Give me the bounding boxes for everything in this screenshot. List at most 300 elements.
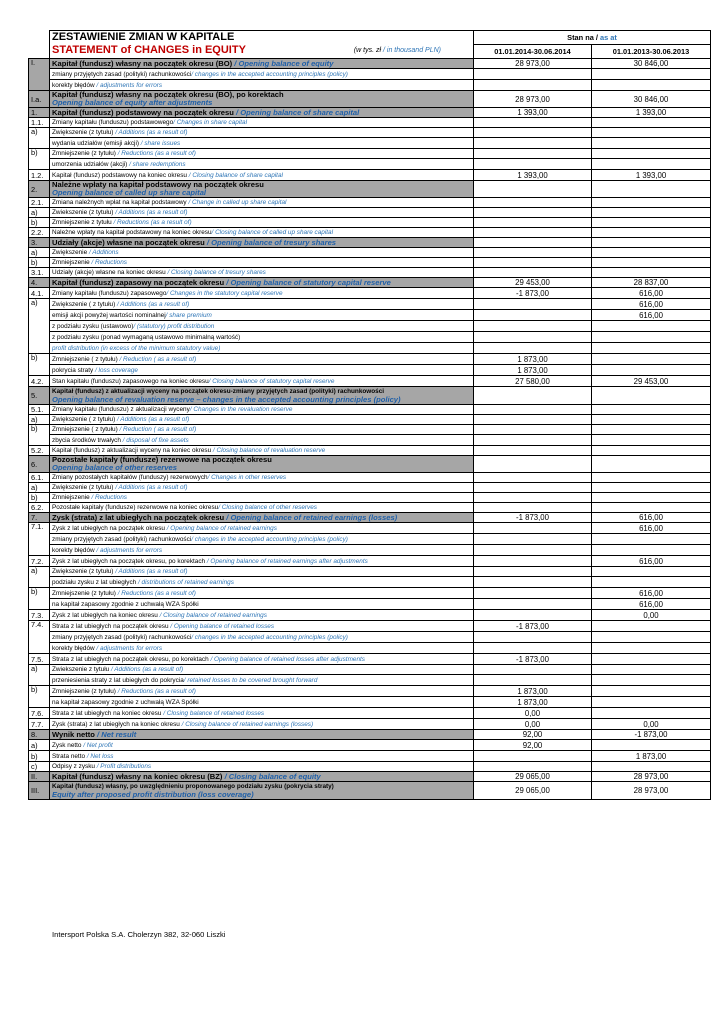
row-description bbox=[50, 610, 474, 621]
row-number: 1.2. bbox=[29, 170, 50, 181]
row-label-pl: Zysk (strata) z lat ubiegłych na początek okresu bbox=[52, 513, 225, 522]
row-label-en: / Additions bbox=[87, 249, 119, 256]
row-label-en: / Additions (as a result of) bbox=[113, 129, 188, 136]
row-description bbox=[50, 534, 474, 545]
value-2013 bbox=[592, 405, 711, 415]
value-2014 bbox=[474, 343, 592, 354]
row-label-en: / Additions (as a result of) bbox=[115, 416, 190, 423]
row-description bbox=[50, 719, 474, 730]
value-2013 bbox=[592, 697, 711, 708]
row-description bbox=[50, 493, 474, 503]
value-2014 bbox=[474, 643, 592, 654]
row-description bbox=[50, 654, 474, 665]
table-row bbox=[29, 545, 711, 556]
value-2014 bbox=[474, 545, 592, 556]
table-row bbox=[29, 473, 711, 483]
period-1-header: 01.01.2014-30.06.2014 bbox=[474, 45, 592, 59]
row-label-en: / retained losses to be covered brought forward bbox=[183, 676, 318, 684]
row-label-en: / Net result bbox=[94, 730, 137, 739]
row-description bbox=[50, 181, 474, 198]
row-label-pl: Zmiany kapitału (funduszu) z aktualizacji wyceny bbox=[52, 406, 190, 413]
table-row bbox=[29, 149, 711, 159]
value-2014: 1 393,00 bbox=[474, 170, 592, 181]
row-label-en: / Reductions (as a result of) bbox=[115, 150, 196, 157]
row-description bbox=[50, 513, 474, 523]
value-2014 bbox=[474, 248, 592, 258]
row-number: 4.1. bbox=[29, 288, 50, 299]
row-description bbox=[50, 268, 474, 278]
row-description bbox=[50, 288, 474, 299]
row-label-pl: Strata netto bbox=[52, 752, 86, 760]
row-description bbox=[50, 258, 474, 268]
row-label-pl: Zmiany pozostałych kapitałów (funduszy) rezerwowych bbox=[52, 474, 208, 481]
value-2014 bbox=[474, 299, 592, 310]
row-description bbox=[50, 332, 474, 343]
value-2013 bbox=[592, 534, 711, 545]
row-label-pl: Kapitał (fundusz) podstawowy na początek okresu bbox=[52, 108, 234, 117]
value-2014: -1 873,00 bbox=[474, 288, 592, 299]
row-description bbox=[50, 567, 474, 577]
row-label-en: / adjustments for errors bbox=[94, 81, 163, 89]
row-description bbox=[50, 456, 474, 473]
table-row bbox=[29, 483, 711, 493]
row-label-pl: Kapitał (fundusz) z aktualizacji wyceny na początek okresu-zmiany przyjętych zasad (polityki) rachunkowości bbox=[52, 388, 385, 395]
value-2014 bbox=[474, 128, 592, 138]
value-2013: 29 453,00 bbox=[592, 376, 711, 387]
row-label-pl: Kapitał (fundusz) z aktualizacji wyceny na koniec okresu bbox=[52, 447, 212, 454]
table-row bbox=[29, 675, 711, 686]
row-label-en: / Changes in other reserves bbox=[207, 474, 287, 481]
row-number: a) bbox=[29, 483, 50, 493]
as-at-en: as at bbox=[600, 33, 617, 42]
value-2014 bbox=[474, 599, 592, 610]
table-row bbox=[29, 719, 711, 730]
row-number: b) bbox=[29, 354, 50, 376]
row-number: b) bbox=[29, 493, 50, 503]
row-description bbox=[50, 69, 474, 80]
table-row bbox=[29, 170, 711, 181]
table-row bbox=[29, 258, 711, 268]
row-description bbox=[50, 299, 474, 310]
row-label-pl: Zmniejszenie bbox=[52, 259, 90, 266]
row-number: 6.2. bbox=[29, 503, 50, 513]
row-description bbox=[50, 503, 474, 513]
row-description bbox=[50, 80, 474, 91]
row-label-pl: Kapitał (fundusz) zapasowy na początek okresu bbox=[52, 278, 225, 287]
row-label-en: / Closing balance of statutory capital reserve bbox=[208, 377, 335, 385]
row-number: a) bbox=[29, 208, 50, 218]
value-2014 bbox=[474, 332, 592, 343]
title-pl-text: ZESTAWIENIE ZMIAN W KAPITALE bbox=[52, 30, 235, 43]
row-number: c) bbox=[29, 762, 50, 772]
row-number: a) bbox=[29, 665, 50, 686]
row-label-en: Opening balance of other reserves bbox=[52, 463, 177, 472]
row-description bbox=[50, 730, 474, 740]
row-label-en: Equity after proposed profit distribution (loss coverage) bbox=[52, 790, 254, 799]
row-label-pl: Zmniejszenie (z tytułu) bbox=[52, 150, 116, 157]
table-row bbox=[29, 208, 711, 218]
value-2014 bbox=[474, 632, 592, 643]
value-2014: 92,00 bbox=[474, 730, 592, 740]
row-description bbox=[50, 588, 474, 599]
value-2013: 616,00 bbox=[592, 310, 711, 321]
row-description bbox=[50, 556, 474, 567]
table-row bbox=[29, 665, 711, 675]
value-2013 bbox=[592, 365, 711, 376]
row-label-en: / Profit distributions bbox=[94, 763, 152, 770]
row-description bbox=[50, 405, 474, 415]
value-2014 bbox=[474, 751, 592, 762]
value-2013 bbox=[592, 762, 711, 772]
row-description bbox=[50, 446, 474, 456]
row-number: 1.1. bbox=[29, 118, 50, 128]
row-number: 7.5. bbox=[29, 654, 50, 665]
row-number: a) bbox=[29, 567, 50, 588]
row-number: 7.4. bbox=[29, 621, 50, 654]
row-label-en: / Reduction ( as a result of) bbox=[117, 426, 197, 433]
row-label-pl: Zwiększenie (z tytułu) bbox=[52, 484, 114, 491]
value-2014: -1 873,00 bbox=[474, 513, 592, 523]
value-2014 bbox=[474, 198, 592, 208]
row-number: b) bbox=[29, 258, 50, 268]
value-2013 bbox=[592, 473, 711, 483]
row-label-en: / Opening balance of tresury shares bbox=[204, 238, 337, 247]
as-at-pl: Stan na / bbox=[567, 33, 600, 42]
table-row bbox=[29, 159, 711, 170]
value-2014 bbox=[474, 258, 592, 268]
table-row bbox=[29, 288, 711, 299]
value-2013 bbox=[592, 181, 711, 198]
row-label-en: / Reduction ( as a result of) bbox=[117, 355, 197, 363]
row-number: a) bbox=[29, 299, 50, 354]
table-row bbox=[29, 248, 711, 258]
row-label-en: / adjustments for errors bbox=[94, 644, 163, 652]
table-row bbox=[29, 108, 711, 118]
value-2013: 616,00 bbox=[592, 599, 711, 610]
row-number: b) bbox=[29, 751, 50, 762]
row-label-en: / Additions (as a result of) bbox=[115, 300, 190, 308]
row-number: 1. bbox=[29, 108, 50, 118]
row-label-en: / Reductions (as a result of) bbox=[115, 589, 196, 597]
row-label-pl: Zwiększenie bbox=[52, 249, 88, 256]
row-description bbox=[50, 118, 474, 128]
row-number: 2.2. bbox=[29, 228, 50, 238]
title-en bbox=[50, 45, 474, 59]
value-2013: 616,00 bbox=[592, 588, 711, 599]
value-2014 bbox=[474, 415, 592, 425]
value-2013 bbox=[592, 665, 711, 675]
table-row bbox=[29, 415, 711, 425]
row-description bbox=[50, 149, 474, 159]
row-label-pl: na kapitał zapasowy zgodnie z uchwałą WZA Spółki bbox=[52, 600, 199, 608]
value-2013 bbox=[592, 456, 711, 473]
table-row bbox=[29, 354, 711, 365]
value-2013: 616,00 bbox=[592, 556, 711, 567]
value-2014: 29 065,00 bbox=[474, 782, 592, 800]
row-label-pl: zmiany przyjętych zasad (polityki) rachunkowości bbox=[52, 633, 192, 641]
value-2013 bbox=[592, 493, 711, 503]
value-2013 bbox=[592, 503, 711, 513]
value-2013 bbox=[592, 69, 711, 80]
row-number: b) bbox=[29, 588, 50, 610]
row-description bbox=[50, 198, 474, 208]
value-2013 bbox=[592, 675, 711, 686]
value-2013 bbox=[592, 218, 711, 228]
row-label-en: / Reductions (as a result of) bbox=[111, 219, 192, 226]
row-label-pl: Kapitał (fundusz) własny na początek okresu (BO) bbox=[52, 59, 233, 68]
table-row bbox=[29, 268, 711, 278]
row-description bbox=[50, 59, 474, 69]
value-2014 bbox=[474, 405, 592, 415]
value-2014 bbox=[474, 588, 592, 599]
row-label-en: / Closing balance of share capital bbox=[187, 171, 283, 179]
row-description bbox=[50, 108, 474, 118]
row-label-pl: Zmniejszenie bbox=[52, 494, 90, 501]
row-label-pl: Zmniejszenie z tytułu bbox=[52, 219, 112, 226]
row-number: 4.2. bbox=[29, 376, 50, 387]
value-2014 bbox=[474, 149, 592, 159]
row-label-pl: Zysk z lat ubiegłych na koniec okresu bbox=[52, 611, 158, 619]
value-2014 bbox=[474, 310, 592, 321]
value-2013 bbox=[592, 354, 711, 365]
row-number: I.a. bbox=[29, 91, 50, 108]
value-2013 bbox=[592, 708, 711, 719]
value-2013 bbox=[592, 483, 711, 493]
row-description bbox=[50, 621, 474, 632]
row-label-pl: Zwiększenie ( z tytułu) bbox=[52, 416, 116, 423]
table-row bbox=[29, 621, 711, 632]
value-2013 bbox=[592, 248, 711, 258]
value-2014 bbox=[474, 493, 592, 503]
value-2014: 1 873,00 bbox=[474, 686, 592, 697]
row-number: II. bbox=[29, 772, 50, 782]
row-label-pl: Kapitał (fundusz) własny na koniec okresu (BZ) bbox=[52, 772, 223, 781]
row-number: 4. bbox=[29, 278, 50, 288]
row-description bbox=[50, 248, 474, 258]
table-row bbox=[29, 567, 711, 577]
value-2013: 1 873,00 bbox=[592, 751, 711, 762]
row-label-pl: Odpisy z zysku bbox=[52, 763, 95, 770]
table-row bbox=[29, 198, 711, 208]
row-label-en: / Closing balance of equity bbox=[222, 772, 321, 781]
row-label-pl: umorzenia udziałów (akcji) bbox=[52, 160, 128, 168]
value-2013 bbox=[592, 632, 711, 643]
row-label-pl: Kapitał (fundusz) własny, po uwzględnieniu proponowanego podziału zysku (pokrycia straty) bbox=[52, 783, 334, 790]
row-label-pl: Stan kapitału (funduszu) zapasowego na koniec okresu bbox=[52, 377, 209, 385]
period-2-header: 01.01.2013-30.06.2013 bbox=[592, 45, 711, 59]
row-label-en: / Closing balance of other reserves bbox=[218, 504, 318, 511]
row-number: 7.1. bbox=[29, 523, 50, 556]
value-2014 bbox=[474, 446, 592, 456]
value-2014 bbox=[474, 321, 592, 332]
value-2014 bbox=[474, 503, 592, 513]
unit-note: (w tys. zł / in thousand PLN) bbox=[353, 47, 441, 55]
value-2014 bbox=[474, 228, 592, 238]
value-2013 bbox=[592, 686, 711, 697]
row-number: b) bbox=[29, 686, 50, 708]
row-number: a) bbox=[29, 740, 50, 751]
row-description bbox=[50, 376, 474, 387]
value-2013: 1 393,00 bbox=[592, 170, 711, 181]
row-number: b) bbox=[29, 218, 50, 228]
value-2014 bbox=[474, 268, 592, 278]
table-row bbox=[29, 740, 711, 751]
row-label-pl: Zwiekszenie z tytułu bbox=[52, 666, 110, 673]
row-description bbox=[50, 208, 474, 218]
row-number: 7.3. bbox=[29, 610, 50, 621]
value-2014 bbox=[474, 675, 592, 686]
row-description bbox=[50, 365, 474, 376]
value-2013: 30 846,00 bbox=[592, 91, 711, 108]
value-2014: 1 873,00 bbox=[474, 354, 592, 365]
value-2013: 28 837,00 bbox=[592, 278, 711, 288]
row-label-en: / Closing balance of retained losses bbox=[161, 709, 265, 717]
value-2013 bbox=[592, 208, 711, 218]
row-label-en: / Opening balance of share capital bbox=[233, 108, 360, 117]
row-number: 5.1. bbox=[29, 405, 50, 415]
row-label-pl: na kapitał zapasowy zgodnie z uchwałą WZA Spółki bbox=[52, 698, 199, 706]
table-row bbox=[29, 643, 711, 654]
value-2014 bbox=[474, 523, 592, 534]
value-2013 bbox=[592, 138, 711, 149]
value-2014 bbox=[474, 181, 592, 198]
row-label-en: / Closing balance of tresury shares bbox=[165, 269, 266, 276]
row-description bbox=[50, 278, 474, 288]
value-2013 bbox=[592, 387, 711, 405]
table-row bbox=[29, 435, 711, 446]
row-description bbox=[50, 218, 474, 228]
value-2013 bbox=[592, 343, 711, 354]
value-2013 bbox=[592, 118, 711, 128]
row-label-en: / Reductions (as a result of) bbox=[115, 687, 196, 695]
row-number: 3.1. bbox=[29, 268, 50, 278]
row-label-en: / Additions (as a result of) bbox=[109, 666, 184, 673]
table-row bbox=[29, 556, 711, 567]
value-2013: 616,00 bbox=[592, 513, 711, 523]
table-row bbox=[29, 493, 711, 503]
row-label-pl: emisji akcji powyżej wartości nominalnej bbox=[52, 311, 166, 319]
value-2013 bbox=[592, 128, 711, 138]
table-row bbox=[29, 238, 711, 248]
row-number: a) bbox=[29, 248, 50, 258]
table-row bbox=[29, 387, 711, 405]
row-label-pl: Wynik netto bbox=[52, 730, 95, 739]
row-label-pl: Zmiana należnych wpłat na kapitał podstawowy bbox=[52, 199, 187, 206]
row-label-pl: Zwiększenie ( z tytułu) bbox=[52, 300, 116, 308]
value-2013 bbox=[592, 268, 711, 278]
row-number: 5. bbox=[29, 387, 50, 405]
value-2013: -1 873,00 bbox=[592, 730, 711, 740]
row-label-pl: Udziały (akcje) własne na początek okresu bbox=[52, 238, 205, 247]
table-row bbox=[29, 181, 711, 198]
table-row bbox=[29, 782, 711, 800]
table-row bbox=[29, 577, 711, 588]
row-number: 7.2. bbox=[29, 556, 50, 567]
value-2014 bbox=[474, 665, 592, 675]
row-number: 7. bbox=[29, 513, 50, 523]
row-label-en: / Opening balance of equity bbox=[232, 59, 334, 68]
value-2014 bbox=[474, 425, 592, 435]
value-2014: 28 973,00 bbox=[474, 59, 592, 69]
value-2013: 28 973,00 bbox=[592, 772, 711, 782]
table-row bbox=[29, 523, 711, 534]
row-label-pl: Kapitał (fundusz) własny na początek okresu (BO), po korektach bbox=[52, 90, 284, 99]
value-2013: 0,00 bbox=[592, 719, 711, 730]
value-2014 bbox=[474, 387, 592, 405]
value-2013: 0,00 bbox=[592, 610, 711, 621]
row-label-en: / Net profit bbox=[81, 741, 113, 749]
value-2014: 92,00 bbox=[474, 740, 592, 751]
row-description bbox=[50, 632, 474, 643]
value-2013 bbox=[592, 238, 711, 248]
row-label-en: / Additions (as a result of) bbox=[113, 568, 188, 575]
value-2013 bbox=[592, 545, 711, 556]
row-number: 7.7. bbox=[29, 719, 50, 730]
value-2013 bbox=[592, 435, 711, 446]
row-description bbox=[50, 128, 474, 138]
value-2014: 1 393,00 bbox=[474, 108, 592, 118]
value-2013: 616,00 bbox=[592, 523, 711, 534]
value-2013 bbox=[592, 740, 711, 751]
row-description bbox=[50, 782, 474, 800]
row-description bbox=[50, 435, 474, 446]
row-label-pl: Pozostałe kapitały (fundusze) rezerwowe na koniec okresu bbox=[52, 504, 219, 511]
table-row bbox=[29, 321, 711, 332]
row-number: I. bbox=[29, 59, 50, 91]
row-label-en: / Changes in share capital bbox=[173, 119, 248, 126]
row-number: III. bbox=[29, 782, 50, 800]
row-description bbox=[50, 159, 474, 170]
table-row bbox=[29, 128, 711, 138]
row-label-en: / distributions of retained earnings bbox=[136, 578, 234, 586]
row-number: 6.1. bbox=[29, 473, 50, 483]
value-2014 bbox=[474, 534, 592, 545]
value-2014: 1 873,00 bbox=[474, 697, 592, 708]
value-2014: 27 580,00 bbox=[474, 376, 592, 387]
row-number: b) bbox=[29, 425, 50, 446]
row-label-pl: Zysk (strata) z lat ubiegłych na koniec okresu bbox=[52, 720, 180, 728]
row-label-pl: zmiany przyjętych zasad (polityki) rachunkowości bbox=[52, 535, 192, 543]
row-label-en: / Changes in the revaluation reserve bbox=[189, 406, 293, 413]
row-label-pl: korekty błędów bbox=[52, 644, 95, 652]
row-description bbox=[50, 170, 474, 181]
value-2013 bbox=[592, 654, 711, 665]
row-label-en: / Opening balance of retained losses after adjustments bbox=[208, 655, 365, 663]
value-2013 bbox=[592, 621, 711, 632]
row-label-en: / Closing balance of retained earnings (losses) bbox=[179, 720, 314, 728]
table-row bbox=[29, 654, 711, 665]
row-label-pl: Strata z lat ubiegłych na koniec okresu bbox=[52, 709, 162, 717]
value-2013 bbox=[592, 159, 711, 170]
row-label-en: / Opening balance of retained earnings after adjustments bbox=[205, 557, 368, 565]
row-label-pl: Zwiększenie (z tytułu) bbox=[52, 568, 114, 575]
title-en-text: STATEMENT of CHANGES in EQUITY bbox=[52, 44, 246, 57]
value-2014: -1 873,00 bbox=[474, 654, 592, 665]
row-label-pl: Zysk netto bbox=[52, 741, 82, 749]
row-label-en: / (statutory) profit distribution bbox=[133, 322, 215, 330]
value-2014: 28 973,00 bbox=[474, 91, 592, 108]
row-description bbox=[50, 321, 474, 332]
row-number: a) bbox=[29, 128, 50, 149]
row-label-en: / changes in the accepted accounting principles (policy) bbox=[191, 633, 348, 641]
row-label-pl: Zmiany kapitału (funduszu) zapasowego bbox=[52, 289, 167, 297]
value-2014 bbox=[474, 567, 592, 577]
row-description bbox=[50, 387, 474, 405]
table-row bbox=[29, 118, 711, 128]
value-2013: 30 846,00 bbox=[592, 59, 711, 69]
row-label-en: / Change in called up share capital bbox=[186, 199, 287, 206]
row-label-pl: korekty błędów bbox=[52, 81, 95, 89]
